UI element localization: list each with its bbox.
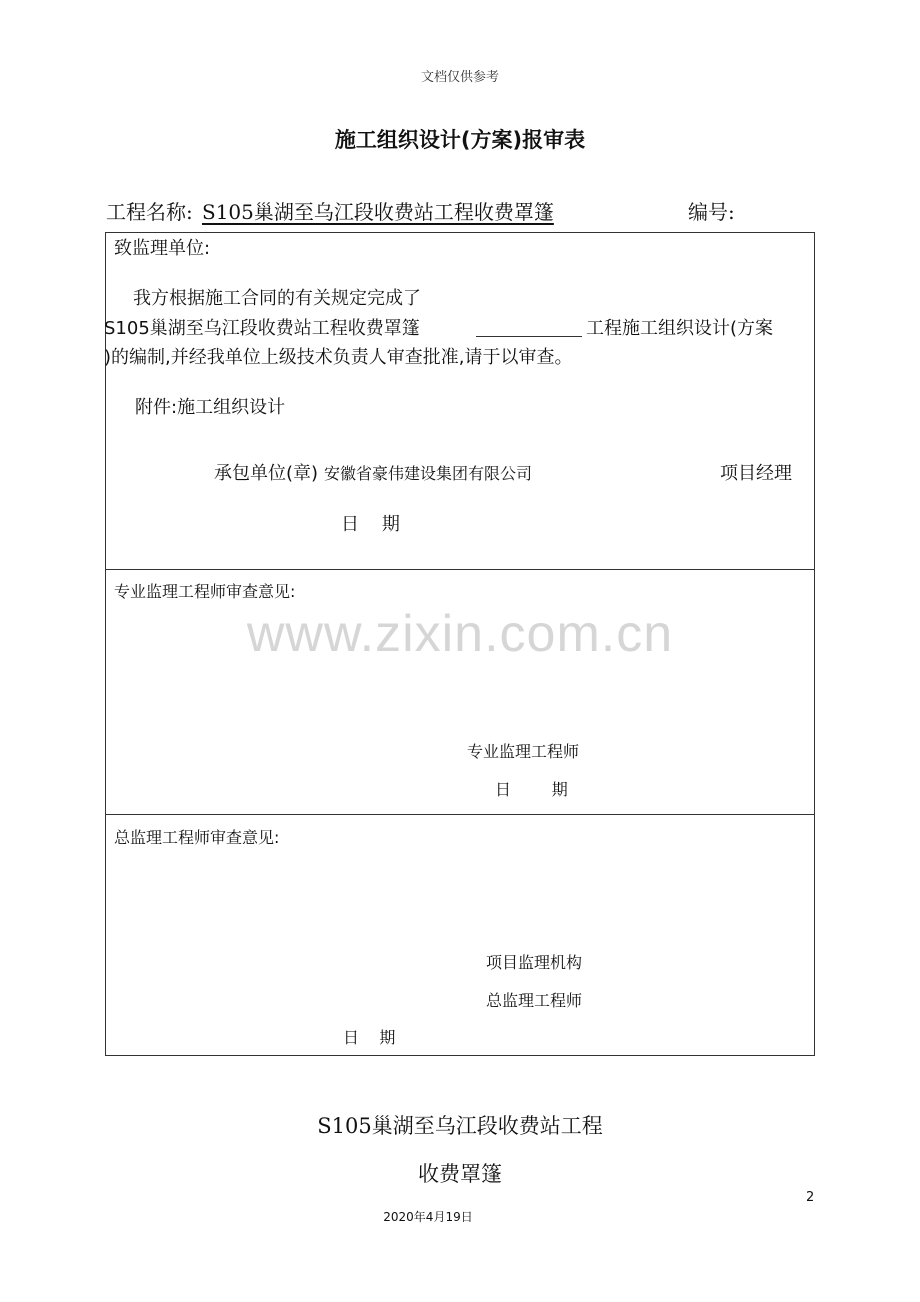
attachment-label: 附件:施工组织设计 — [135, 397, 286, 418]
statement-project-name: S105巢湖至乌江段收费站工程收费罩篷 — [104, 318, 420, 339]
contractor-label: 承包单位(章) — [214, 463, 319, 484]
page-number: 2 — [806, 1190, 815, 1205]
section1-date-label: 日 期 — [341, 514, 400, 535]
cover-title-line-2: 收费罩篷 — [418, 1162, 502, 1186]
project-manager-label: 项目经理 — [720, 463, 792, 484]
section-divider — [106, 814, 814, 815]
statement-line-3: )的编制,并经我单位上级技术负责人审查批准,请于以审查。 — [104, 347, 573, 368]
supervision-org-label: 项目监理机构 — [486, 953, 583, 972]
project-name-label: 工程名称: — [106, 200, 193, 224]
chief-signer-label: 总监理工程师 — [486, 991, 583, 1010]
statement-line-1: 我方根据施工合同的有关规定完成了 — [133, 288, 421, 309]
section3-date-label: 日 期 — [343, 1028, 396, 1047]
chief-opinion-label: 总监理工程师审查意见: — [114, 828, 280, 847]
number-label: 编号: — [688, 200, 735, 224]
section2-date-label: 日 期 — [495, 780, 568, 799]
project-name-value: S105巢湖至乌江段收费站工程收费罩篷 — [202, 200, 554, 224]
section-divider — [106, 569, 814, 570]
cover-title-line-1: S105巢湖至乌江段收费站工程 — [317, 1114, 603, 1138]
watermark: www.zixin.com.cn — [246, 605, 674, 663]
page-title: 施工组织设计(方案)报审表 — [334, 128, 586, 152]
addressee-label: 致监理单位: — [114, 238, 211, 259]
footer-date: 2020年4月19日 — [383, 1210, 473, 1224]
fill-in-underline — [476, 336, 582, 337]
statement-line-2-suffix: 工程施工组织设计(方案 — [586, 318, 774, 339]
specialist-signer-label: 专业监理工程师 — [467, 742, 580, 761]
specialist-opinion-label: 专业监理工程师审查意见: — [114, 582, 296, 601]
contractor-name: 安徽省豪伟建设集团有限公司 — [324, 464, 533, 483]
header-note: 文档仅供参考 — [420, 70, 499, 85]
